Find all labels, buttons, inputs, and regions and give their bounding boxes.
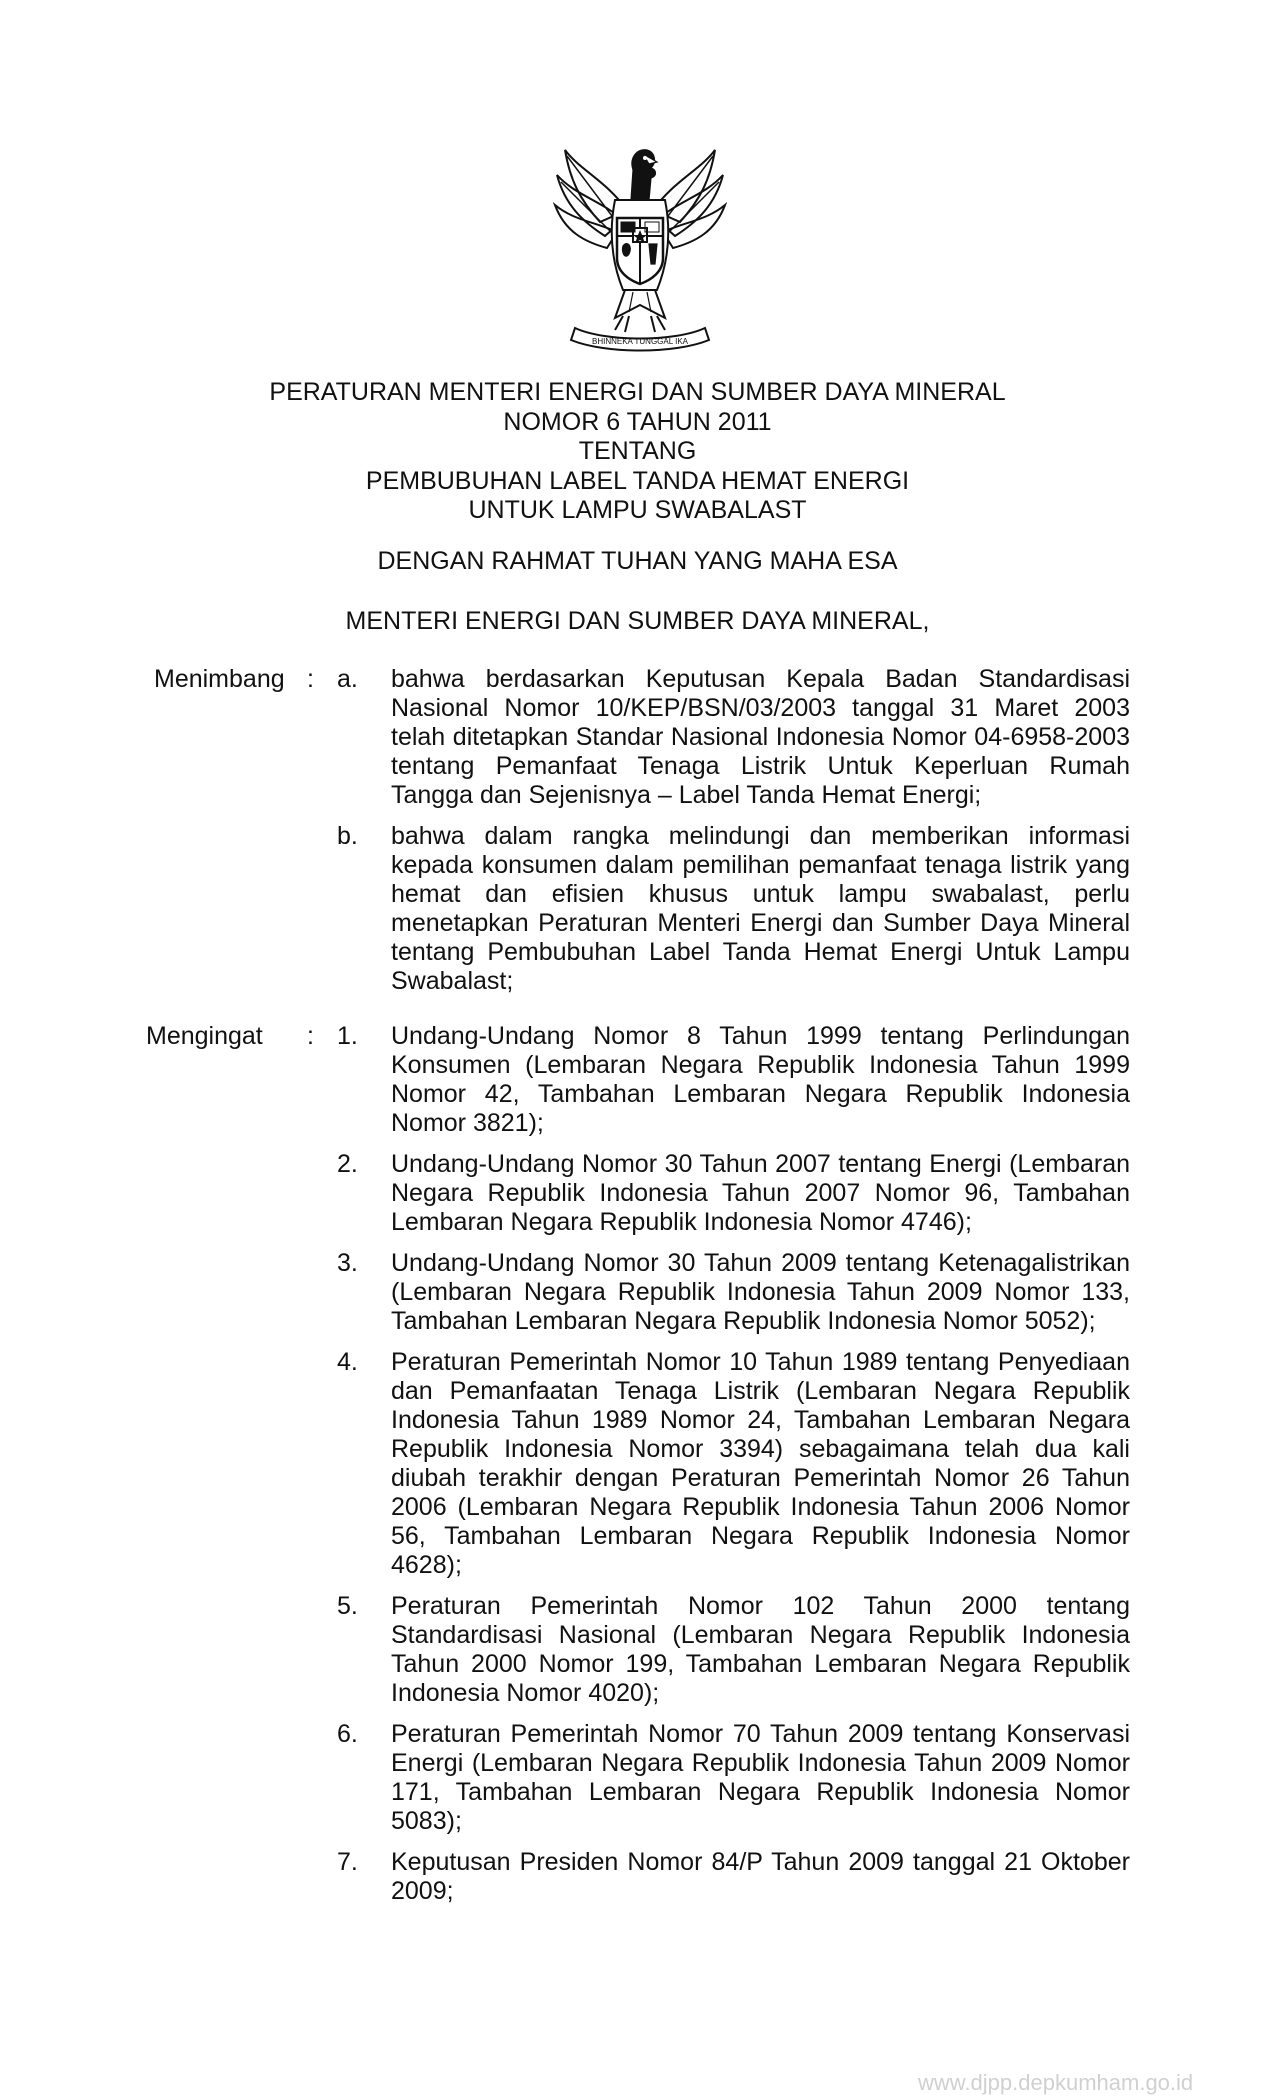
item-text: bahwa berdasarkan Keputusan Kepala Badan Standardisasi Nasional Nomor 10/KEP/BSN/03/2003 tanggal 31 Maret 2003 telah ditetapkan Standar Nasional Indonesia Nomor 04-6958-2003 tentang Pemanfaat Tenaga Listrik Untuk Keperluan Rumah Tangga dan Sejenisnya – Label Tanda Hemat Energi; xyxy=(391,665,1130,809)
item-marker: 4. xyxy=(337,1348,358,1376)
watermark-text: www.djpp.depkumham.go.id xyxy=(918,2070,1194,2095)
emblem-motto: BHINNEKA TUNGGAL IKA xyxy=(591,337,689,346)
section-colon: : xyxy=(307,665,314,693)
list-item xyxy=(0,665,1275,810)
mengingat-section xyxy=(0,1022,1275,1918)
menimbang-section xyxy=(0,665,1275,1008)
item-text: Peraturan Pemerintah Nomor 102 Tahun 2000 tentang Standardisasi Nasional (Lembaran Negara Republik Indonesia Tahun 2000 Nomor 199, Tambahan Lembaran Negara Republik Indonesia Nomor 4020); xyxy=(391,1592,1130,1707)
item-text: Peraturan Pemerintah Nomor 10 Tahun 1989 tentang Penyediaan dan Pemanfaatan Tenaga Listrik (Lembaran Negara Republik Indonesia Tahun 1989 Nomor 24, Tambahan Lembaran Negara Republik Indonesia Nomor 3394) sebagaimana telah dua kali diubah terakhir dengan Peraturan Pemerintah Nomor 26 Tahun 2006 (Lembaran Negara Republik Indonesia Tahun 2006 Nomor 56, Tambahan Lembaran Negara Republik Indonesia Nomor 4628); xyxy=(391,1348,1130,1579)
issuer-heading: MENTERI ENERGI DAN SUMBER DAYA MINERAL, xyxy=(345,607,930,635)
item-marker: a. xyxy=(337,665,358,693)
list-item xyxy=(0,1249,1275,1336)
item-text: bahwa dalam rangka melindungi dan memberikan informasi kepada konsumen dalam pemilihan pemanfaat tenaga listrik yang hemat dan efisien khusus untuk lampu swabalast, perlu menetapkan Peraturan Menteri Energi dan Sumber Daya Mineral tentang Pembubuhan Label Tanda Hemat Energi Untuk Lampu Swabalast; xyxy=(391,822,1130,995)
section-colon: : xyxy=(307,1022,314,1050)
item-marker: 3. xyxy=(337,1249,358,1277)
section-label: Mengingat xyxy=(146,1022,263,1050)
item-text: Keputusan Presiden Nomor 84/P Tahun 2009 tanggal 21 Oktober 2009; xyxy=(391,1848,1130,1905)
item-marker: 7. xyxy=(337,1848,358,1876)
list-item xyxy=(0,1348,1275,1580)
title-line: TENTANG xyxy=(578,437,697,465)
item-marker: 1. xyxy=(337,1022,358,1050)
list-item xyxy=(0,1150,1275,1237)
title-line: UNTUK LAMPU SWABALAST xyxy=(468,496,807,524)
item-text: Peraturan Pemerintah Nomor 70 Tahun 2009 tentang Konservasi Energi (Lembaran Negara Republik Indonesia Tahun 2009 Nomor 171, Tambahan Lembaran Negara Republik Indonesia Nomor 5083); xyxy=(391,1720,1130,1835)
invocation: DENGAN RAHMAT TUHAN YANG MAHA ESA xyxy=(377,547,898,575)
list-item xyxy=(0,1720,1275,1836)
item-marker: b. xyxy=(337,822,358,850)
title-line: PERATURAN MENTERI ENERGI DAN SUMBER DAYA MINERAL xyxy=(269,378,1006,406)
title-line: PEMBUBUHAN LABEL TANDA HEMAT ENERGI xyxy=(365,466,910,495)
garuda-emblem-icon xyxy=(545,140,735,355)
list-item xyxy=(0,1848,1275,1906)
item-text: Undang-Undang Nomor 30 Tahun 2007 tentang Energi (Lembaran Negara Republik Indonesia Tahun 2007 Nomor 96, Tambahan Lembaran Negara Republik Indonesia Nomor 4746); xyxy=(391,1150,1130,1236)
item-text: Undang-Undang Nomor 30 Tahun 2009 tentang Ketenagalistrikan (Lembaran Negara Republik Indonesia Tahun 2009 Nomor 133, Tambahan Lembaran Negara Republik Indonesia Nomor 5052); xyxy=(391,1249,1130,1335)
title-line: NOMOR 6 TAHUN 2011 xyxy=(503,407,772,436)
item-marker: 5. xyxy=(337,1592,358,1620)
list-item xyxy=(0,1592,1275,1708)
item-text: Undang-Undang Nomor 8 Tahun 1999 tentang Perlindungan Konsumen (Lembaran Negara Republik Indonesia Tahun 1999 Nomor 42, Tambahan Lembaran Negara Republik Indonesia Nomor 3821); xyxy=(391,1022,1130,1137)
section-label: Menimbang xyxy=(154,665,285,693)
item-marker: 2. xyxy=(337,1150,358,1178)
item-marker: 6. xyxy=(337,1720,358,1748)
regulation-title xyxy=(0,378,1275,526)
list-item xyxy=(0,822,1275,996)
list-item xyxy=(0,1022,1275,1138)
